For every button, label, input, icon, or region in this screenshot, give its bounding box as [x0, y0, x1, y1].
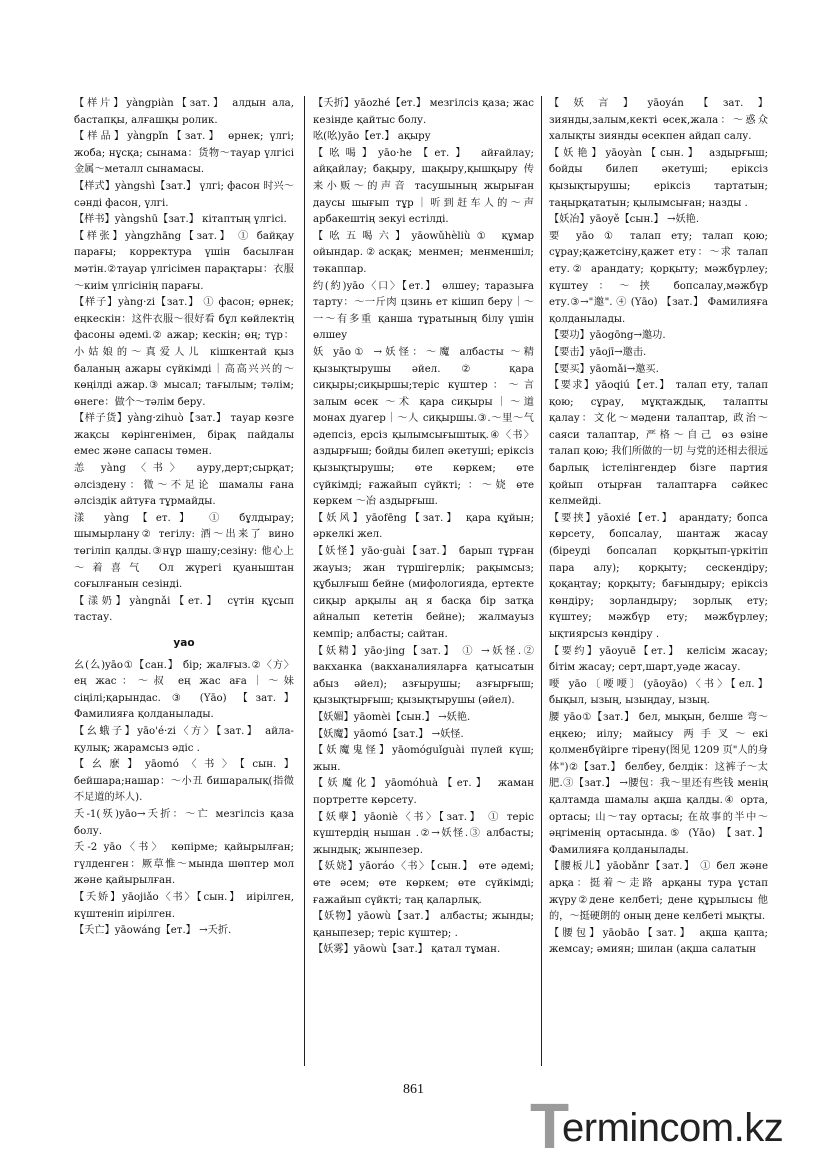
- dictionary-entry: 【样张】yàngzhāng【зат.】 ① байқау парағы; корректура үшін басылған мәтін.②тауар үлгісімен парақтары：衣服～киім үлгісінің парағы.: [74, 230, 294, 292]
- dictionary-entry: 【幺蛾子】yāo'é·zi〈方〉【зат.】 айла-қулық; жарамсыз әдіс .: [74, 725, 294, 754]
- dictionary-entry: 【妖精】yāo·jing【зат.】 ① →妖怪.② вакханка (вакханалияларға қатысатын абыз әйел); азғырушы; азғырғыш; қызықтырғыш; қызықтырушы (әйел).: [313, 645, 534, 707]
- dictionary-entry: 喓 yāo〔喓喓〕(yāoyāo)〈书〉【ел.】 бықыл, ызың, ызыңдау, ызың.: [549, 678, 768, 707]
- dictionary-entry: 【妖魔化】yāomóhuà【ет.】 жаман портретте көрсету.: [313, 778, 534, 806]
- dictionary-entry: 【夭亡】yāowáng【ет.】 →夭折.: [74, 925, 232, 937]
- dictionary-entry: 要 yāo ① талап ету; талап қою; сұрау;қажетсіну,қажет ету：～求 талап ету.② арандату; қорқыту; мәжбүрлеу; күштеу：～挟 бопсалау,мәжбүр ету.③→"邀". ④ (Yāo) 【зат.】 Фамилияға қолданылады.: [549, 230, 768, 325]
- dictionary-entry: 幺(么)yāo①【сан.】 бір; жалғыз.②〈方〉 ең жас：～叔 ең жас аға｜～妹 сіңілі;қарындас. ③ (Yāo) 【зат.】 Фамилияға қолданылады.: [74, 659, 294, 721]
- section-heading: yao: [173, 637, 195, 649]
- logo-letter: T: [530, 1090, 570, 1162]
- column-left: [74, 96, 294, 1066]
- dictionary-entry: 【妖魔鬼怪】yāomóguǐguài пүлей күш; жын.: [313, 745, 534, 773]
- dictionary-entry: 【要买】yāomǎi→邀买.: [549, 363, 659, 375]
- dictionary-entry: 【样子货】yàng·zihuò【зат.】 тауар көзге жақсы көрінгенімен, бірақ пайдалы емес және сапасы төмен.: [74, 413, 294, 458]
- dictionary-entry: 【妖孽】yāoniè〈书〉【зат.】 ① теріс күштердің нышан .②→妖怪.③ албасты; жындық; жынпезер.: [313, 811, 534, 856]
- dictionary-entry: 【腰包】yāobāo【зат.】 ақша қапта; жемсау; әмиян; шилан (ақша салатын: [549, 927, 768, 956]
- dictionary-entry: 【要约】yāoyuē【ет.】 келісім жасау; бітім жасау; серт,шарт,уәде жасау.: [549, 645, 768, 674]
- dictionary-entry: 约(約)yāo〈口〉【ет.】 өлшеу; таразыға тарту：～一斤肉 цзинь ет кішип беру｜～一～有多重 қанша тұратының білу үшін өлшеу: [313, 280, 534, 342]
- dictionary-entry: 【妖言】yāoyán【зат.】 зиянды,залым,кекті өсек,жала：～惑众 халықты зиянды өсекпен айдап салу.: [549, 98, 768, 143]
- column-left-entries-top: [74, 96, 294, 627]
- dictionary-entry: 【妖怪】yāo·guài【зат.】 барып тұрған жауыз; жан түршігерлік; рақымсыз; құбылғыш бейне (мифологияда, ертекте сиқыр арқылы аң я басқа бір затқа айналып кететін бейне); жалмауыз кемпір; албасты; сайтан.: [313, 546, 534, 640]
- dictionary-entry: 【妖雾】yāowù【зат.】 қатал тұман.: [313, 944, 501, 956]
- terminkom-logo[interactable]: [530, 1090, 820, 1162]
- dictionary-entry: 腰 yāo①【зат.】 бел, мықын, белше 弯～еңкею; иілу; майысу 两手叉～екі қолменбүйірге тірену(图见 1209 页"人的身体")②【зат.】 белбеу, белдік：这裤子～太肥.③【зат.】 →腰包：我～里还有些钱 менің қалтамда шамалы ақша қалды.④ орта, ортасы; 山～тау ортасы; 在故事的半中～ әңгіменің ортасында.⑤ (Yāo) 【зат.】 Фамилияға қолданылады.: [549, 711, 768, 856]
- dictionary-entry: 【样品】yàngpǐn【зат.】 өрнек; үлгі; жоба; нұсқа; сынама：货物～тауар үлгісі 金属～металл сынамасы.: [74, 131, 294, 176]
- dictionary-entry: 【吆喝】yāo·he【ет.】 айғайлау; айқайлау; бақыру, шақыру,қышқыру 传来小贩～的声音 тасушының жырыған даусы шығып тұр｜听到赶车人的～声 арбакештің зекуі естілді.: [313, 147, 534, 226]
- dictionary-entry: 【幺麽】yāomó〈书〉【сын.】 бейшара;нашар：～小丑 бишаралық(指微不足道的坏人).: [74, 759, 294, 804]
- dictionary-entry: 【妖魔】yāomó【зат.】 →妖怪.: [313, 728, 464, 740]
- dictionary-entry: 漾 yàng【ет.】 ① бұлдырау; шымырлану② тегілу: 酒～出来了 вино төгіліп қалды.③нұр шашу;сезіну: 他心上～着喜气 Ол жүрегі қуаныштан соғылғанын сезінді.: [74, 512, 294, 591]
- dictionary-entry: 【夭娇】yāojiǎo〈书〉【сын.】 иірілген, күштеніп иірілген.: [74, 891, 294, 920]
- column-left-entries-bottom: [74, 658, 294, 940]
- column-divider-right: [541, 96, 542, 1066]
- dictionary-entry: 【漾奶】yàngnǎi【ет.】 сүтін құсып тастау.: [74, 595, 294, 624]
- dictionary-entry: 夭-1(殀)yāo→夭折：～亡 мезгілсіз қаза болу.: [74, 808, 294, 837]
- dictionary-entry: 【样式】yàngshì【зат.】 үлгі; фасон 时兴～сәнді фасон, үлгі.: [74, 180, 294, 209]
- dictionary-entry: 【要击】yāojī→邀击.: [549, 346, 647, 358]
- dictionary-entry: 【腰板儿】yāobǎnr【зат.】 ① бел және арқа：挺着～走路 арқаны тура ұстап жүру②дене келбеті; дене құрылысы 他的，～挺硬朗的 оның дене келбеті мықты.: [549, 861, 768, 923]
- dictionary-entry: 【妖娆】yāoráo〈书〉【сын.】 өте әдемі; өте әсем; өте көркем; өте сүйкімді; ғажайып сүйкті; таң қаларлық.: [313, 861, 534, 906]
- dictionary-entry: 【妖媚】yāomèi【сын.】 →妖艳.: [313, 711, 471, 723]
- column-middle: [313, 96, 534, 1066]
- column-divider-left: [304, 96, 305, 1066]
- dictionary-entry: 夭-2 yāo〈书〉 көпірме; қайырылған; гүлденген：厥草惟～мында шөптер мол және қайырылған.: [74, 842, 294, 887]
- dictionary-entry: 妖 yāo① →妖怪：～魔 албасты ～精 қызықтырушы әйел. ② қара сиқыры;сиқыршы;теріс күштер：～言 залым өсек ～术 қара сиқыры｜～道 монах дуагер｜～人 сиқыршы.③.～里～气 әдепсіз, ерсіз қылымсығыштық.④〈书〉 аздырғыш; бойды билеп әкетуші; еріксіз қызықтырушы; өте көркем; өте сүйкімді; ғажайып сүйкті; ：～娆 өте көркем ～冶 аздырғыш.: [313, 346, 534, 508]
- dictionary-entry: 【要挟】yāoxié【ет.】 арандату; бопса көрсету, бопсалау, шантаж жасау (біреуді бопсалап қорқытып-үркітіп пара алу); қорқыту; сескендіру; қоқаңтау; қорқыту; бағындыру; еріксіз көндіру; зорландыру; зорлық ету; күштеу; мәжбүр ету; мәжбүрлеу; ықтиярсыз көндіру .: [549, 512, 768, 640]
- column-right-entries: [549, 96, 768, 959]
- dictionary-entry: 吆(吆)yāo【ет.】 ақыру: [313, 131, 431, 143]
- dictionary-entry: 【样书】yàngshū【зат.】 кітаптың үлгісі.: [74, 214, 287, 226]
- dictionary-entry: 恙 yàng 〈书〉 ауру,дерт;сырқат; әлсіздену：微～不足论 шамалы ғана әлсіздік айтуға тұрмайды.: [74, 463, 294, 508]
- page-number: 861: [403, 1082, 424, 1097]
- dictionary-entry: 【要功】yāogōng→邀功.: [549, 330, 666, 342]
- column-middle-entries: [313, 96, 534, 959]
- dictionary-entry: 【妖风】yāofēng【зат.】 қара құйын; әркелкі жел.: [313, 512, 534, 541]
- logo-text: ermincom.kz: [562, 1106, 784, 1150]
- dictionary-entry: 【样片】yàngpiàn【зат.】 алдын ала, бастапқы, алғашқы ролик.: [74, 98, 294, 126]
- dictionary-entry: 【要求】yāoqiú【ет.】 талап ету, талап қою; сұрау, мұқтаждық, талапты қалау：文化～мәдени талаптар, 政治～саяси талаптар, 严格～自己 өз өзіне талап қою; 我们所做的一切 与党的还相去很远 барлық істелінгендер бізге партия қойып отырған талаптарға сәйкес келмейді.: [549, 380, 768, 508]
- dictionary-entry: 【妖物】yāowù【зат.】 албасты; жынды; қаныпезер; теріс күштер; .: [313, 911, 534, 939]
- dictionary-entry: 【妖艳】yāoyàn【сын.】 аздырғыш; бойды билеп әкетуші; еріксіз қызықтырушы; еріксіз тартатын; таңырқататын; қылымсыған; назды .: [549, 147, 768, 209]
- dictionary-entry: 【妖冶】yāoyě【сын.】 →妖艳.: [549, 214, 700, 226]
- dictionary-entry: 【吆五喝六】yāowǔhèliù① құмар ойындар.②асқақ; менмен; менменшіл; тәкаппар.: [313, 230, 534, 275]
- dictionary-entry: 【夭折】yāozhé【ет.】 мезгілсіз қаза; жас кезінде қайтыс болу.: [313, 98, 534, 126]
- column-right: [549, 96, 768, 1066]
- dictionary-entry: 【样子】yàng·zi【зат.】 ① фасон; өрнек; еңкескін：这件衣服～很好看 бұл көйлектің фасоны әдемі.② ажар; кескін; өң; түр：小姑娘的～真爱人儿 кішкентай қыз баланың ажары сүйкімді｜高高兴兴的～көңілді ажар.③ мысал; тағылым; тәлім; өнеге：做个～тәлім беру.: [74, 297, 294, 408]
